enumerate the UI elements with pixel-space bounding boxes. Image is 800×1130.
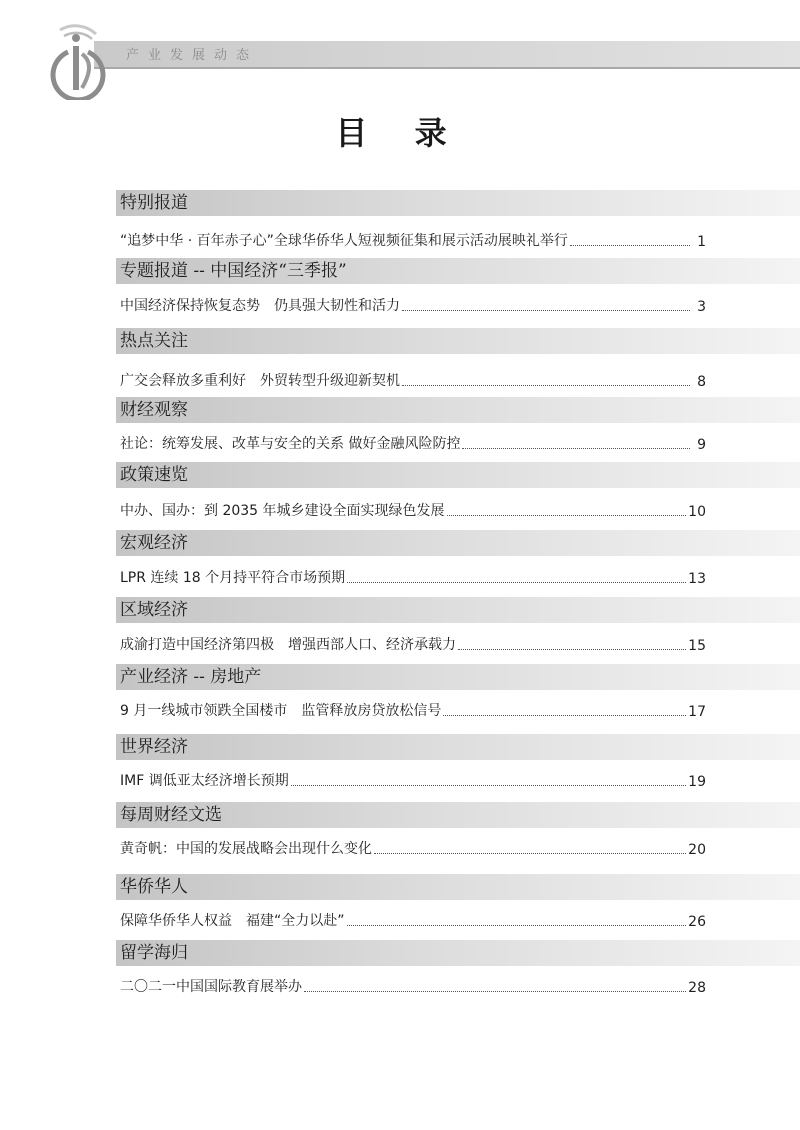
section-heading: 特别报道 bbox=[116, 190, 800, 216]
toc-entry[interactable] bbox=[120, 230, 706, 250]
toc-section bbox=[116, 940, 800, 996]
entry-page: 28 bbox=[688, 980, 706, 996]
section-heading: 专题报道 -- 中国经济“三季报” bbox=[116, 258, 800, 284]
entry-title: “追梦中华 · 百年赤子心”全球华侨华人短视频征集和展示活动展映礼举行 bbox=[120, 233, 568, 249]
entry-page: 10 bbox=[688, 504, 706, 520]
entry-title: 成渝打造中国经济第四极 增强西部人口、经济承载力 bbox=[120, 637, 456, 653]
entry-page: 3 bbox=[697, 299, 706, 315]
section-heading: 政策速览 bbox=[116, 462, 800, 488]
toc-entry[interactable] bbox=[120, 976, 706, 996]
entry-title: 社论：统筹发展、改革与安全的关系 做好金融风险防控 bbox=[120, 436, 461, 452]
section-heading: 每周财经文选 bbox=[116, 802, 800, 828]
toc-section bbox=[116, 190, 800, 250]
leader-dots bbox=[304, 991, 686, 992]
toc-section bbox=[116, 530, 800, 587]
section-heading: 宏观经济 bbox=[116, 530, 800, 556]
page-title: 目 录 bbox=[335, 114, 465, 152]
toc-section bbox=[116, 874, 800, 930]
entry-page: 19 bbox=[688, 774, 706, 790]
leader-dots bbox=[374, 853, 686, 854]
toc-section bbox=[116, 258, 800, 315]
entry-title: 保障华侨华人权益 福建“全力以赴” bbox=[120, 913, 345, 929]
toc-section bbox=[116, 397, 800, 453]
entry-page: 13 bbox=[688, 571, 706, 587]
toc-entry[interactable] bbox=[120, 770, 706, 790]
leader-dots bbox=[402, 385, 690, 386]
entry-title: 中办、国办：到 2035 年城乡建设全面实现绿色发展 bbox=[120, 503, 445, 519]
leader-dots bbox=[570, 245, 690, 246]
section-heading: 产业经济 -- 房地产 bbox=[116, 664, 800, 690]
entry-title: 广交会释放多重利好 外贸转型升级迎新契机 bbox=[120, 373, 400, 389]
entry-page: 15 bbox=[688, 638, 706, 654]
toc-entry[interactable] bbox=[120, 567, 706, 587]
entry-title: 9 月一线城市领跌全国楼市 监管释放房贷放松信号 bbox=[120, 703, 442, 719]
toc-entry[interactable] bbox=[120, 838, 706, 858]
leader-dots bbox=[291, 785, 686, 786]
toc-entry[interactable] bbox=[120, 910, 706, 930]
toc-section bbox=[116, 462, 800, 520]
section-heading: 华侨华人 bbox=[116, 874, 800, 900]
entry-title: LPR 连续 18 个月持平符合市场预期 bbox=[120, 570, 346, 586]
toc-entry[interactable] bbox=[120, 370, 706, 390]
toc-section bbox=[116, 802, 800, 858]
leader-dots bbox=[447, 515, 687, 516]
entry-title: 二〇二一中国国际教育展举办 bbox=[120, 979, 302, 995]
toc-section bbox=[116, 597, 800, 654]
section-heading: 财经观察 bbox=[116, 397, 800, 423]
toc-entry[interactable] bbox=[120, 500, 706, 520]
entry-page: 17 bbox=[688, 704, 706, 720]
leader-dots bbox=[402, 310, 690, 311]
header-title: 产业发展动态 bbox=[126, 48, 259, 63]
toc-section bbox=[116, 328, 800, 390]
toc-entry[interactable] bbox=[120, 295, 706, 315]
entry-page: 9 bbox=[697, 437, 706, 453]
leader-dots bbox=[347, 582, 686, 583]
toc-section bbox=[116, 664, 800, 720]
toc-entry[interactable] bbox=[120, 634, 706, 654]
leader-dots bbox=[458, 649, 686, 650]
entry-page: 26 bbox=[688, 914, 706, 930]
toc-entry[interactable] bbox=[120, 433, 706, 453]
entry-title: 中国经济保持恢复态势 仍具强大韧性和活力 bbox=[120, 298, 400, 314]
entry-page: 1 bbox=[697, 234, 706, 250]
entry-page: 8 bbox=[697, 374, 706, 390]
entry-title: 黄奇帆：中国的发展战略会出现什么变化 bbox=[120, 841, 372, 857]
section-heading: 热点关注 bbox=[116, 328, 800, 354]
leader-dots bbox=[443, 715, 686, 716]
section-heading: 区域经济 bbox=[116, 597, 800, 623]
entry-page: 20 bbox=[688, 842, 706, 858]
entry-title: IMF 调低亚太经济增长预期 bbox=[120, 773, 289, 789]
leader-dots bbox=[462, 448, 690, 449]
leader-dots bbox=[347, 925, 687, 926]
section-heading: 世界经济 bbox=[116, 734, 800, 760]
section-heading: 留学海归 bbox=[116, 940, 800, 966]
toc-entry[interactable] bbox=[120, 700, 706, 720]
toc-section bbox=[116, 734, 800, 790]
